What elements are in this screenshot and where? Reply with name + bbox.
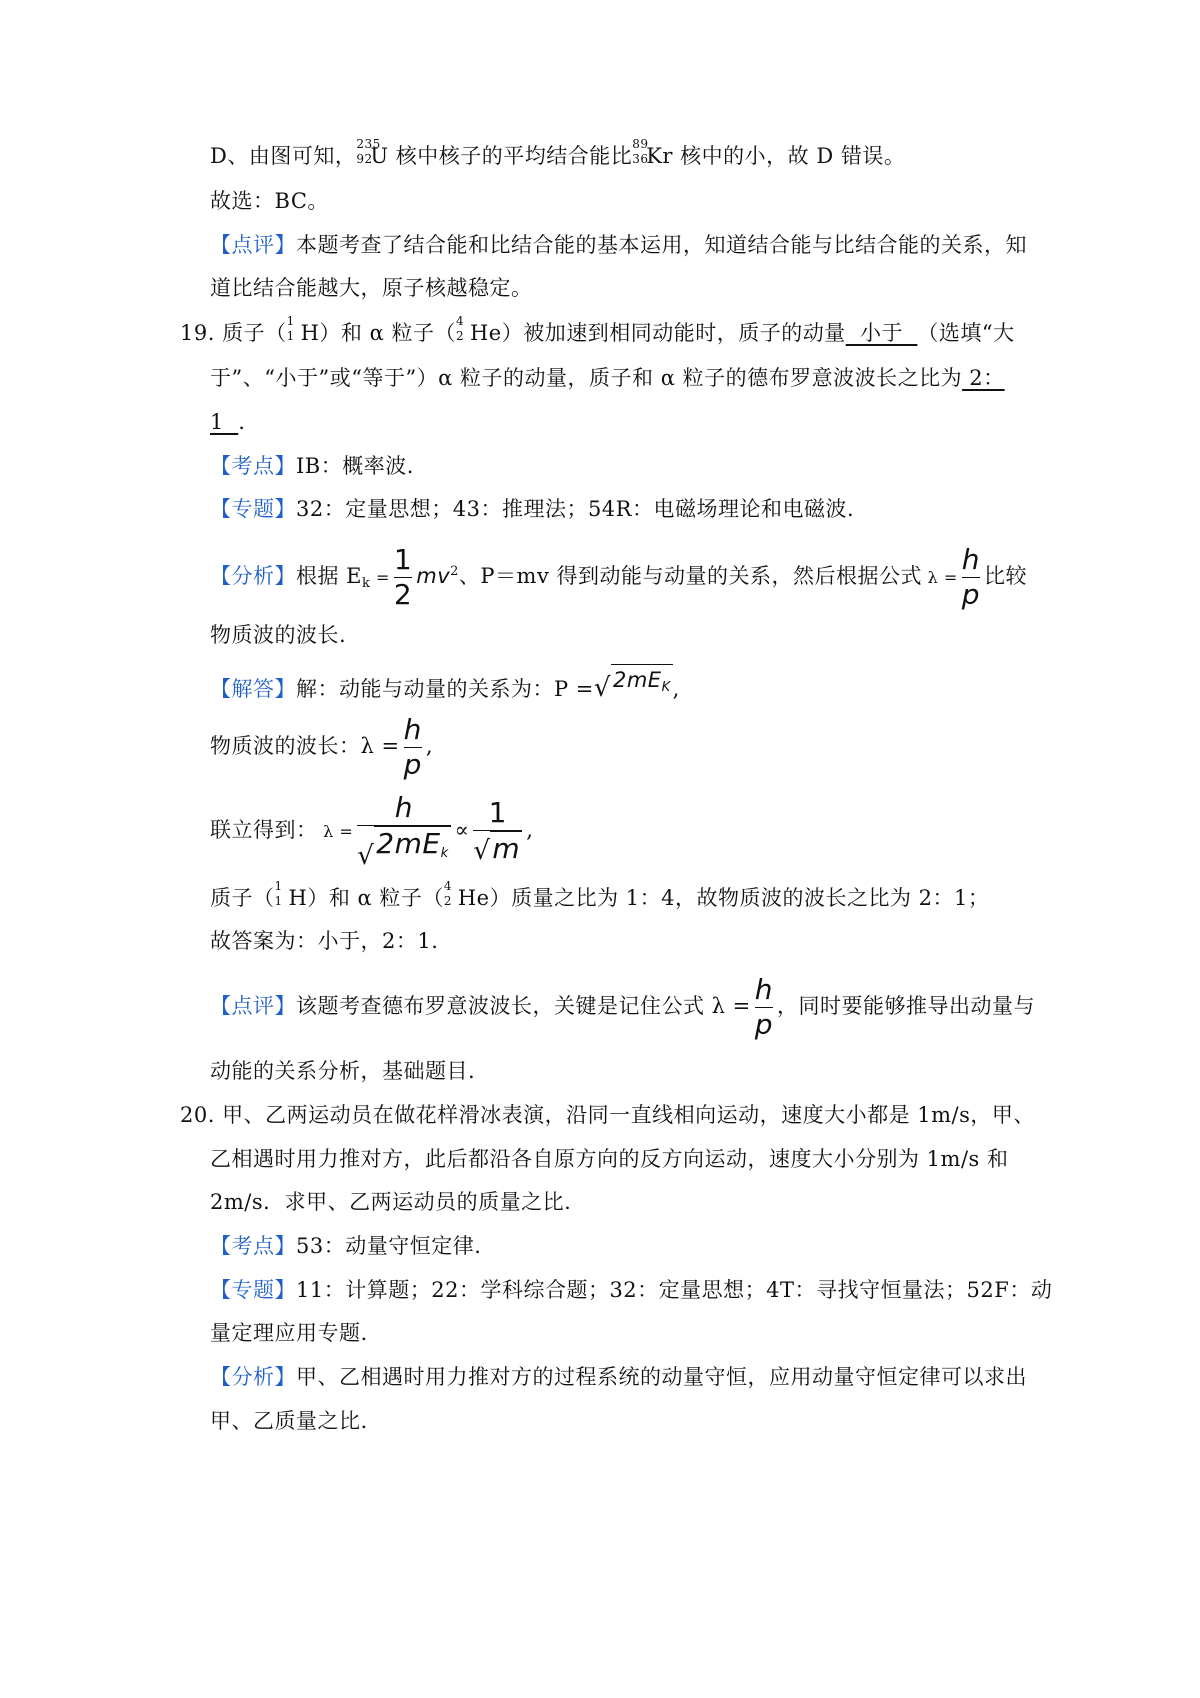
fraction-h-over-p-2: $\frac{h}{p}$: [403, 713, 422, 781]
fraction-one-over-sqrt-m: 1 √ m: [473, 796, 521, 866]
fenxi-tag: 【分析】: [210, 1365, 296, 1389]
answer-blank-1: 小于: [845, 321, 918, 345]
zhuanti-tag: 【专题】: [210, 1278, 296, 1302]
kaodian-tag: 【考点】: [210, 454, 296, 478]
question-number: 20.: [180, 1103, 215, 1127]
question-20-line-2: 乙相遇时用力推对方，此后都沿各自原方向的反方向运动，速度大小分别为 1m/s 和: [210, 1147, 1009, 1171]
zhuanti-line-20-2: 量定理应用专题.: [210, 1321, 368, 1345]
zhuanti-line-20: 【专题】11：计算题；22：学科综合题；32：定量思想；4T：寻找守恒量法；52F：动: [210, 1278, 1053, 1302]
lianli-line: 联立得到： λ = h √ 2mEk ∝ 1 √ m ,: [210, 791, 534, 871]
dianping-line: 【点评】该题考查德布罗意波波长，关键是记住公式 λ = $\frac{h}{p}$ ，同时要能够推导出动量与: [210, 973, 1036, 1041]
nuclide-h1: 1 1 H）和 α 粒子（: [286, 314, 456, 345]
jieda-line: 【解答】解：动能与动量的关系为：P = √ 2mEK ,: [210, 664, 680, 704]
question-19-line-1: 19. 质子（ 1 1 H）和 α 粒子（ 4 2 He）被加速到相同动能时，质子的动量 小于 （选填“大: [180, 318, 1015, 348]
wave-line: 物质波的波长：λ = $\frac{h}{p}$ ,: [210, 713, 434, 781]
dianping-tag: 【点评】: [210, 994, 296, 1018]
review-tag: 【点评】: [210, 233, 296, 257]
question-19-line-2: 于”、“小于”或“等于”）α 粒子的动量，质子和 α 粒子的德布罗意波波长之比为 2：: [210, 366, 1005, 390]
mass-ratio-line: 质子（ 1 1 H）和 α 粒子（ 4 2 He）质量之比为 1：4，故物质波的波长之比为 2：1；: [210, 883, 989, 913]
fenxi-line: 【分析】根据 Ek = $\frac{1}{2}$ $mv^2$、P＝mv 得到动能与动量的关系，然后根据公式 λ = $\frac{h}{p}$ 比较: [210, 543, 1027, 611]
fenxi-tag: 【分析】: [210, 564, 296, 588]
fraction-h-over-p: $\frac{h}{p}$: [961, 543, 980, 611]
fraction-h-over-sqrt: h √ 2mEk: [357, 791, 449, 871]
review-line-2: 道比结合能越大，原子核越稳定。: [210, 276, 533, 300]
kaodian-line: 【考点】IB：概率波.: [210, 454, 414, 478]
nuclide-u235: 235 92 U: [356, 137, 389, 168]
question-number: 19.: [180, 321, 215, 345]
zhuanti-tag: 【专题】: [210, 497, 296, 521]
kaodian-line-20: 【考点】53：动量守恒定律.: [210, 1234, 482, 1258]
answer-line: 故答案为：小于，2：1.: [210, 929, 439, 953]
zhuanti-line: 【专题】32：定量思想；43：推理法；54R：电磁场理论和电磁波.: [210, 497, 855, 521]
fenxi-line-2: 物质波的波长.: [210, 623, 347, 647]
sqrt-2mEK: √ 2mEK: [594, 664, 673, 703]
fraction-h-over-p-3: $\frac{h}{p}$: [754, 973, 774, 1041]
nuclide-he4-b: 4 2 He）质量之比为 1：4，故物质波的波长之比为 2：1；: [443, 879, 990, 910]
kaodian-tag: 【考点】: [210, 1234, 296, 1258]
option-d-line: D、由图可知， 235 92 U 核中核子的平均结合能比 89 36 Kr 核中的小，故 D 错误。: [210, 141, 905, 171]
fraction-one-half: $\frac{1}{2}$: [393, 543, 413, 611]
text: D、由图可知，: [210, 144, 357, 168]
nuclide-h1-b: 1 1 H）和 α 粒子（: [274, 879, 444, 910]
answer-blank-2: 2：: [962, 366, 1005, 390]
question-20-line-1: 20. 甲、乙两运动员在做花样滑冰表演，沿同一直线相向运动，速度大小都是 1m/s，甲、: [180, 1103, 1035, 1127]
fenxi-line-20: 【分析】甲、乙相遇时用力推对方的过程系统的动量守恒，应用动量守恒定律可以求出: [210, 1365, 1027, 1389]
choose-line: 故选：BC。: [210, 189, 329, 213]
dianping-line-2: 动能的关系分析，基础题目.: [210, 1059, 476, 1083]
nuclide-he4: 4 2 He）被加速到相同动能时，质子的动量: [455, 314, 846, 345]
jieda-tag: 【解答】: [210, 677, 296, 701]
nuclide-kr89: 89 36 Kr: [632, 137, 673, 168]
question-19-line-3: 1 .: [210, 410, 246, 434]
fenxi-line-20-2: 甲、乙质量之比.: [210, 1409, 368, 1433]
answer-blank-2-cont: 1: [210, 410, 239, 434]
review-line: 【点评】本题考查了结合能和比结合能的基本运用，知道结合能与比结合能的关系，知: [210, 233, 1027, 257]
question-20-line-3: 2m/s．求甲、乙两运动员的质量之比.: [210, 1190, 572, 1214]
